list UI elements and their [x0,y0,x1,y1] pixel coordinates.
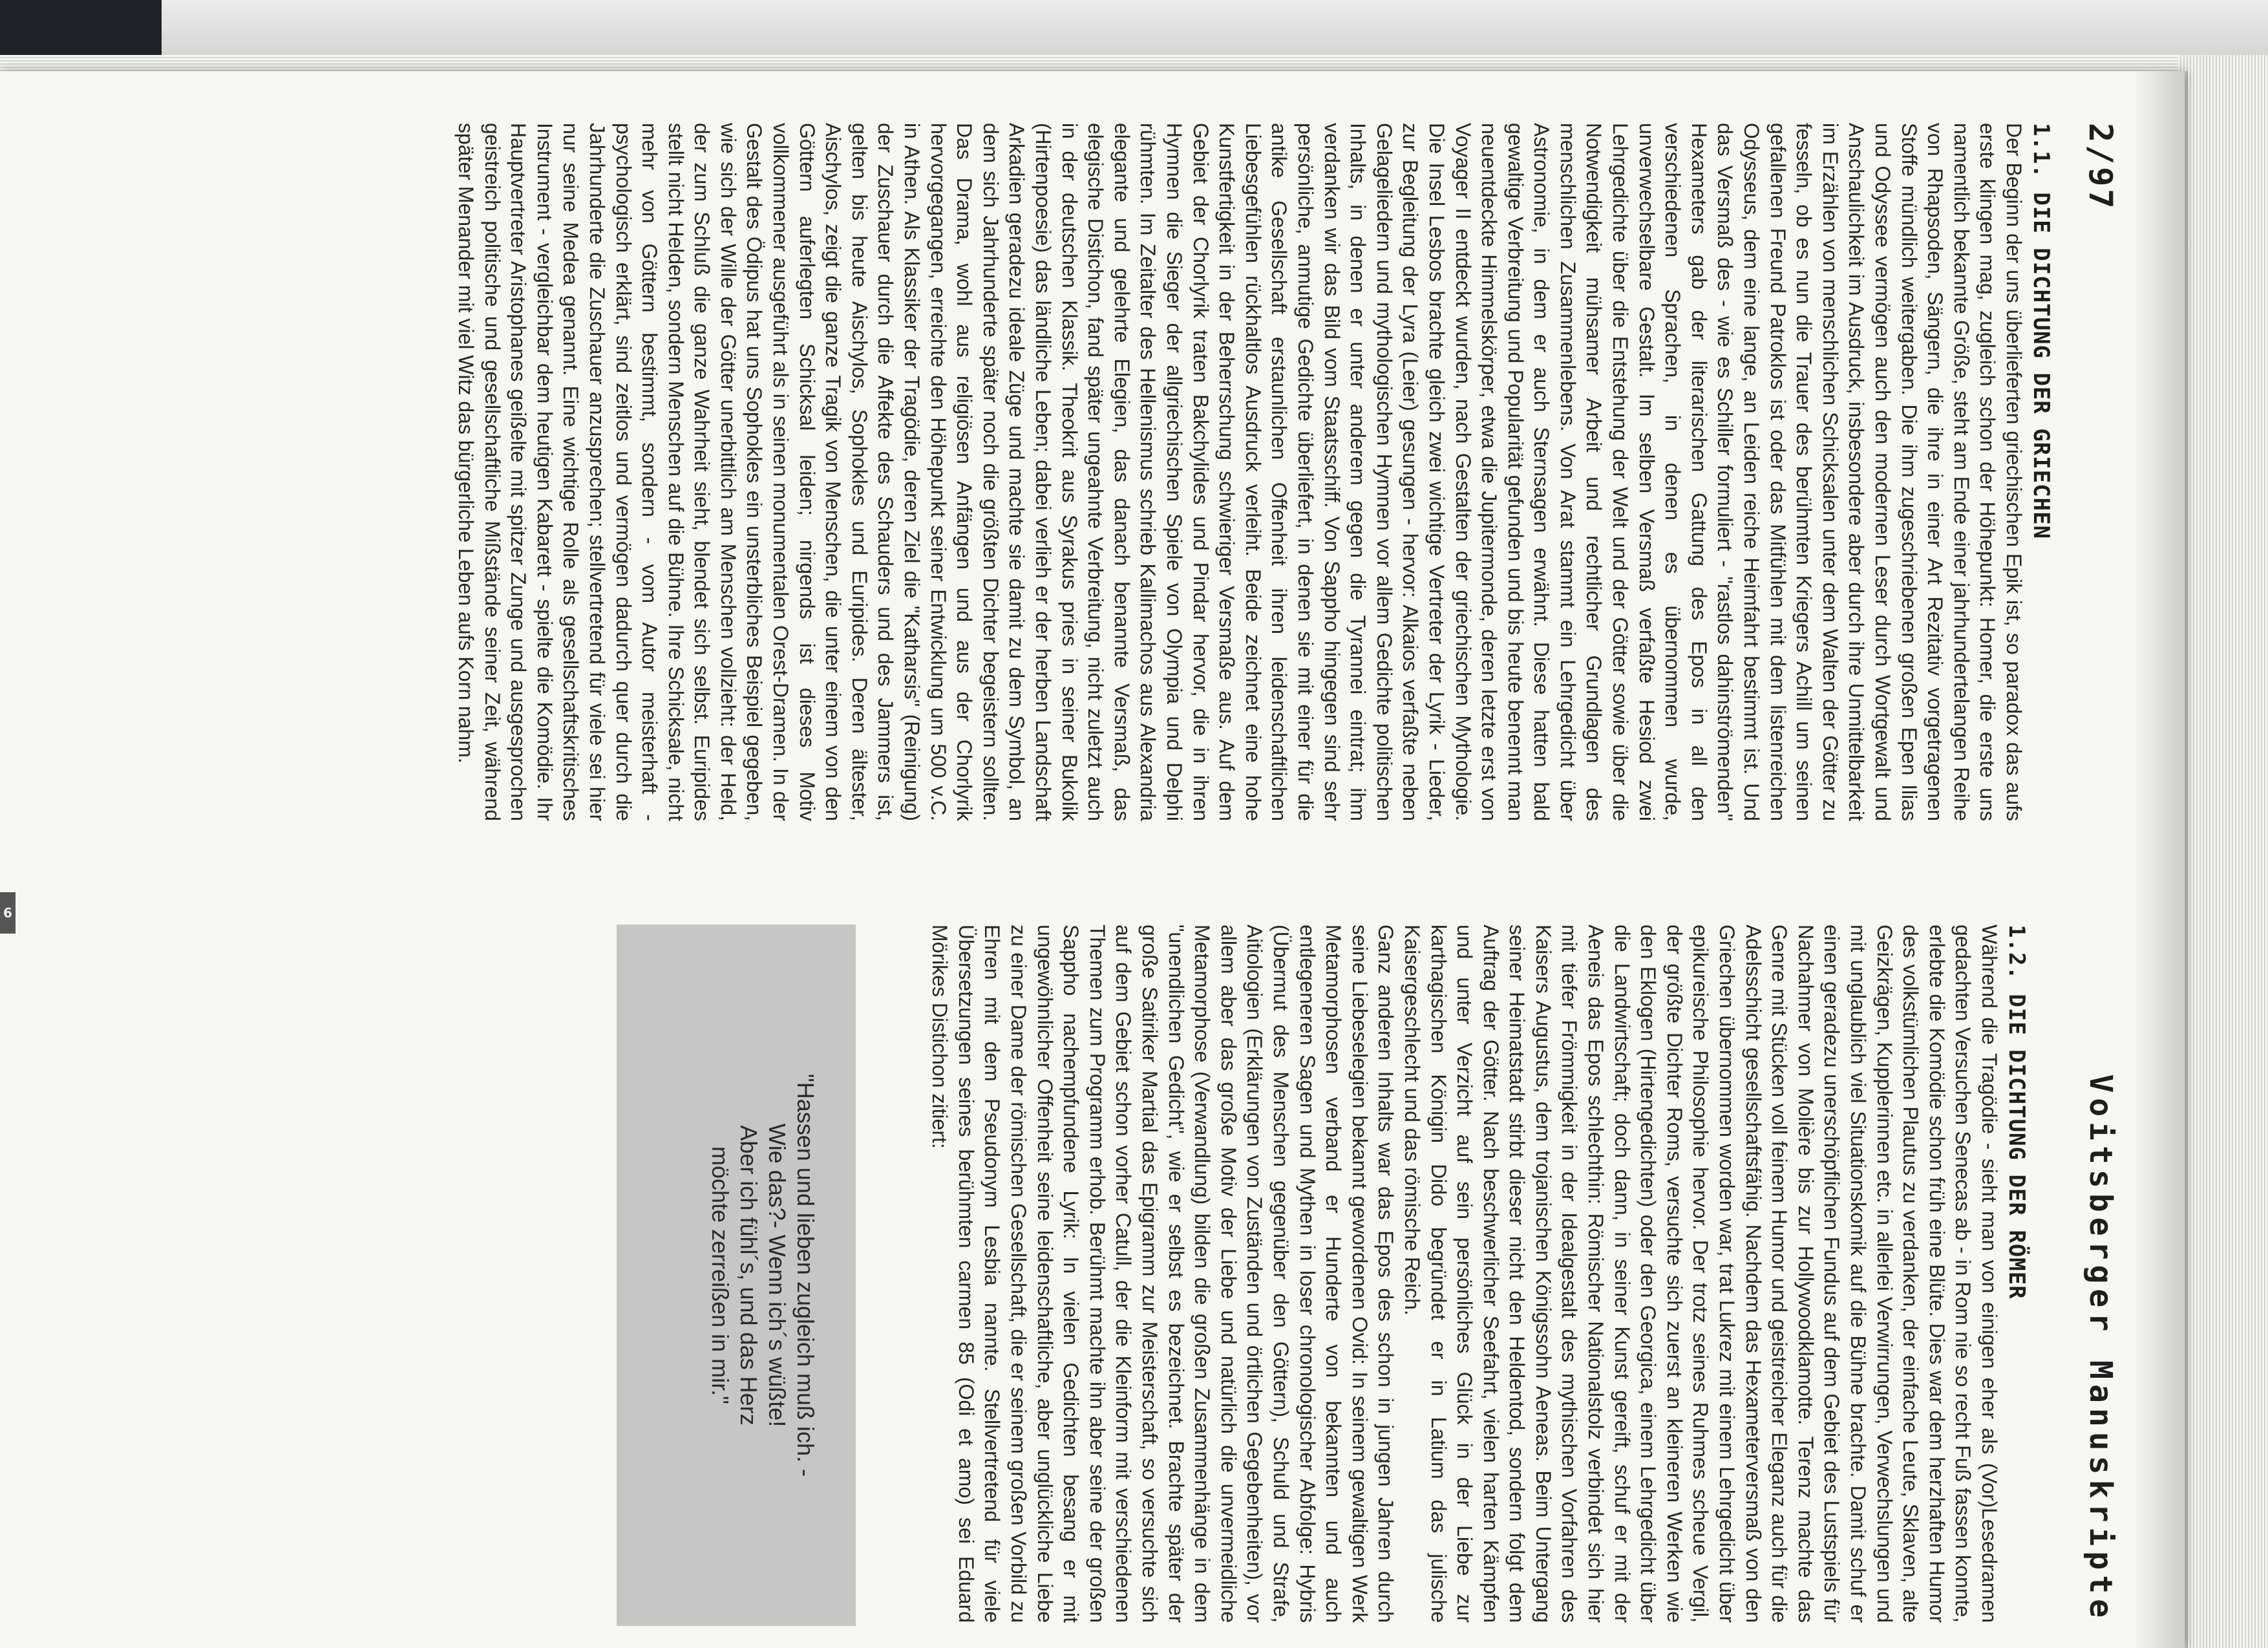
side-tab: 6 [0,892,16,934]
binding-shadow [2133,71,2188,1648]
running-head: Voitsberger Manuskripte [2083,1074,2119,1623]
quote-box [617,925,856,1626]
quote-line: möchte zerreißen in mir." [706,1146,734,1404]
paragraph-romans-2: Ganz anderen Inhalts war das Epos des schon in jungen Jahren durch seine Liebeselegien bekannt gewordenen Ovid: In seinem gewaltigen Werk Metamorphosen verband er Hunderte von bekannten und auch entlegeneren Sagen und Mythen in loser chronologischer Abfolge: Hybris (Übermut des Menschen gegenüber den Göttern), Schuld und Strafe, Aitiologien (Erklärungen von Zuständen und örtlichen Gegebenheiten), vor allem aber das große Motiv der Liebe und natürlich die unvermeidliche Metamorphose (Verwandlung) bilden die großen Zusammenhänge in dem "unendlichen Gedicht", wie er selbst es bezeichnet. Brachte später der große Satiriker Martial das Epigramm zur Meisterschaft, so versuchte sich auf dem Gebiet schon vorher Catull, der die Kleinform mit verschiedenen Themen zum Programm erhob. Berühmt machte ihn aber seine der großen Sappho nachempfundene Lyrik: In vielen Gedichten besang er mit ungewöhnlicher Offenheit seine leidenschaftliche, aber unglückliche Liebe zu einer Dame der römischen Gesellschaft, die er seinem großen Vorbild zu Ehren mit dem Pseudonym Lesbia nannte. Stellvertretend für viele Übersetzungen seines berühmten carmen 85 (Odi et amo) sei Eduard Mörikes Distichon zitiert: [928,925,1398,1623]
column-right [617,925,2055,1623]
section-title-greeks: 1.1. DIE DICHTUNG DER GRIECHEN [2028,123,2054,540]
page-content [110,97,2139,1623]
column-left [452,123,2055,821]
paragraph-romans-1: Während die Tragödie - sieht man von einigen eher als (Vor)Lesedramen gedachten Versuchen Senecas ab - in Rom nie so recht Fuß fassen konnte, erlebte die Komödie schon früh eine Blüte. Dies war dem herzhaften Humor des volkstümlichen Plautus zu verdanken, der einfache Leute, Sklaven, alte Geizkrägen, Kupplerinnen etc. in allerlei Verwirrungen, Verwechslungen und mit unglaublich viel Situationskomik auf die Bühne brachte. Damit schuf er einen geradezu unerschöpflichen Fundus auf dem Gebiet des Lustspiels für Nachahmer von Molière bis zur Hollywoodklamotte. Terenz machte das Genre mit Stücken voll feinem Humor und geistreicher Eleganz auch für die Adelsschicht gesellschaftsfähig. Nachdem das Hexameterversmaß von den Griechen übernommen worden war, trat Lukrez mit einem Lehrgedicht über epikureische Philosophie hervor. Der trotz seines Ruhmes scheue Vergil, der größte Dichter Roms, versuchte sich zuerst an kleineren Werken wie den Eklogen (Hirtengedichten) oder den Georgica, einem Lehrgedicht über die Landwirtschaft; doch dann, in seiner Kunst gereift, schuf er mit der Aeneis das Epos schlechthin: Römischer Nationalstolz verbindet sich hier mit tiefer Frömmigkeit in der Idealgestalt des mythischen Vorfahren des Kaisers Augustus, dem trojanischen Königssohn Aeneas. Beim Untergang seiner Heimatstadt stirbt dieser nicht den Heldentod, sondern folgt dem Auftrag der Götter. Nach beschwerlicher Seefahrt, vielen harten Kämpfen und unter Verzicht auf sein persönliches Glück in der Liebe zur karthagischen Königin Dido begründet er in Latium das julische Kaisergeschlecht und das römische Reich. [1400,925,2001,1623]
quote-line: Aber ich fühl´s, und das Herz [735,1125,762,1426]
page-number: 2/97 [2082,123,2119,211]
quote-line: "Hassen und lieben zugleich muß ich. - [792,1073,819,1477]
quote-line: Wie das?- Wenn ich´s wüßte! [763,1123,790,1428]
section-title-romans: 1.2. DIE DICHTUNG DER RÖMER [2004,925,2030,1300]
page-stack-side [2178,55,2268,1648]
paragraph-greeks: Der Beginn der uns überlieferten griechischen Epik ist, so paradox das aufs erste klingen mag, zugleich schon der Höhepunkt: Homer, die erste uns namentlich bekannte Größe, steht am Ende einer jahrhundertelangen Reihe von Rhapsoden, Sängern, die ihre in einer Art Rezitativ vorgetragenen Stoffe mündlich weitergaben. Die ihm zugeschriebenen großen Epen Ilias und Odyssee vermögen auch den modernen Leser durch Wortgewalt und Anschaulichkeit im Ausdruck, insbesondere aber durch ihre Unmittelbarkeit im Erzählen von menschlichen Schicksalen unter dem Walten der Götter zu fesseln, ob es nun die Trauer des berühmten Kriegers Achill um seinen gefallenen Freund Patroklos ist oder das Mitfühlen mit dem listenreichen Odysseus, dem eine lange, an Leiden reiche Heimfahrt bestimmt ist. Und das Versmaß des - wie es Schiller formuliert - "rastlos dahinströmenden" Hexameters gab der literarischen Gattung des Epos in all den verschiedenen Sprachen, in denen es übernommen wurde, unverwechselbare Gestalt. Im selben Versmaß verfaßte Hesiod zwei Lehrgedichte über die Entstehung der Welt und der Götter sowie über die Notwendigkeit mühsamer Arbeit und rechtlicher Grundlagen des menschlichen Zusammenlebens. Von Arat stammt ein Lehrgedicht über Astronomie, in dem er auch Sternsagen erwähnt. Diese hatten bald gewaltige Verbreitung und Popularität gefunden und bis heute benennt man neuentdeckte Himmelskörper, etwa die Jupitermonde, deren letzte erst von Voyager II entdeckt wurden, nach Gestalten der griechischen Mythologie. Die Insel Lesbos brachte gleich zwei wichtige Vertreter der Lyrik - Lieder, zur Begleitung der Lyra (Leier) gesungen - hervor: Alkaios verfaßte neben Gelageliedern und mythologischen Hymnen vor allem Gedichte politischen Inhalts, in denen er unter anderem gegen die Tyrannei eintrat; ihm verdanken wir das Bild vom Staatsschiff. Von Sappho hingegen sind sehr persönliche, anmutige Gedichte überliefert, in denen sie mit einer für die antike Gesellschaft erstaunlichen Offenheit ihren leidenschaftlichen Liebesgefühlen rückhaltlos Ausdruck verleiht. Beide zeichnet eine hohe Kunstfertigkeit in der Beherrschung schwieriger Versmaße aus. Auf dem Gebiet der Chorlyrik traten Bakchylides und Pindar hervor, die in ihren Hymnen die Sieger der allgriechischen Spiele von Olympia und Delphi rühmten. Im Zeitalter des Hellenismus schrieb Kallimachos aus Alexandria elegante und gelehrte Elegien, das danach benannte Versmaß, das elegische Distichon, fand später ungeahnte Verbreitung, nicht zuletzt auch in der deutschen Klassik. Theokrit aus Syrakus pries in seiner Bukolik (Hirtenpoesie) das ländliche Leben; dabei verlieh er der herben Landschaft Arkadien geradezu ideale Züge und machte sie damit zu dem Symbol, an dem sich Jahrhunderte später noch die größten Dichter begeistern sollten. Das Drama, wohl aus religiösen Anfängen und aus der Chorlyrik hervorgegangen, erreichte den Höhepunkt seiner Entwicklung um 500 v.C. in Athen. Als Klassiker der Tragödie, deren Ziel die "Katharsis" (Reinigung) der Zuschauer durch die Affekte des Schauders und des Jammers ist, gelten bis heute Aischylos, Sophokles und Euripides. Deren ältester, Aischylos, zeigt die ganze Tragik von Menschen, die unter einem von den Göttern auferlegten Schicksal leiden; nirgends ist dieses Motiv vollkommener ausgeführt als in seinen monumentalen Orest-Dramen. In der Gestalt des Ödipus hat uns Sophokles ein unsterbliches Beispiel gegeben, wie sich der Wille der Götter unerbittlich am Menschen vollzieht: der Held, der zum Schluß die ganze Wahrheit sieht, blendet sich selbst. Euripides stellt nicht Helden, sondern Menschen auf die Bühne. Ihre Schicksale, nicht mehr von Göttern bestimmt, sondern - vom Autor meisterhaft - psychologisch erklärt, sind zeitlos und vermögen dadurch quer durch die Jahrhunderte die Zuschauer anzusprechen; stellvertretend für viele sei hier nur seine Medea genannt. Eine wichtige Rolle als gesellschaftskritisches Instrument - vergleichbar dem heutigen Kabarett - spielte die Komödie. Ihr Hauptvertreter Aristophanes geißelte mit spitzer Zunge und ausgesprochen geistreich politische und gesellschaftliche Mißstände seiner Zeit, während später Menander mit viel Witz das bürgerliche Leben aufs Korn nahm. [454,123,2026,821]
